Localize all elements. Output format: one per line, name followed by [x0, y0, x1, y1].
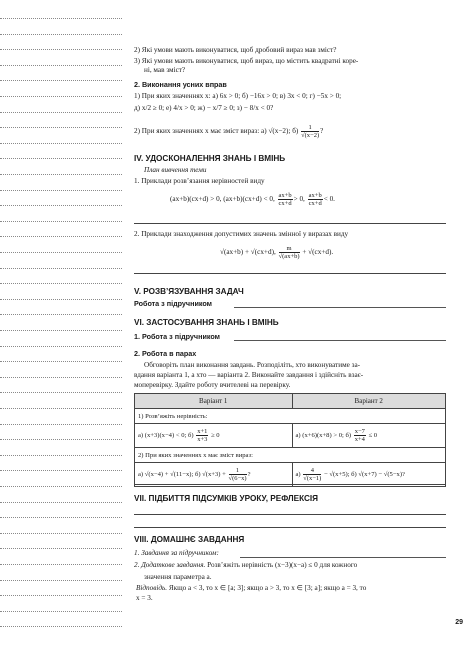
margin-ruled-line — [0, 595, 122, 596]
cell-end: − √(x+5); б) √(x+7) − √(5−x)? — [324, 471, 405, 479]
table-header-row — [135, 394, 446, 409]
answer-line[interactable] — [134, 527, 446, 528]
plan-item-1-formula — [170, 192, 335, 207]
homework-2-text: Розв’яжіть нерівність (x−3)(x−a) ≤ 0 для кожного — [207, 561, 358, 569]
margin-ruled-line — [0, 330, 122, 331]
margin-ruled-line — [0, 252, 122, 253]
margin-ruled-line — [0, 408, 122, 409]
fraction-denominator: x+4 — [354, 436, 365, 443]
answer-line[interactable] — [134, 514, 446, 515]
margin-ruled-line — [0, 112, 122, 113]
variant-2-task-2 — [292, 463, 446, 487]
plan-item-2: 2. Приклади знаходження допустимих значень змінної у виразах виду — [134, 230, 349, 238]
plan-item-2-formula — [220, 245, 333, 260]
margin-ruled-line — [0, 96, 122, 97]
section-8-title: VIII. ДОМАШНЄ ЗАВДАННЯ — [134, 535, 245, 544]
variant-2-task-1 — [292, 424, 446, 448]
formula-sum: √(ax+b) + √(cx+d), — [220, 248, 276, 257]
margin-ruled-line — [0, 143, 122, 144]
formula-fraction-1 — [278, 192, 293, 207]
margin-ruled-line — [0, 392, 122, 393]
margin-ruled-line — [0, 80, 122, 81]
homework-answer-line[interactable] — [240, 557, 446, 558]
cell-fraction — [196, 428, 208, 443]
item-zh-expr: x/7 ≥ 0; — [212, 104, 235, 112]
margin-ruled-line — [0, 221, 122, 222]
variant-1-task-2 — [135, 463, 293, 487]
cell-text: а) √(x−4) + √(11−x); б) √(x+3) + — [138, 471, 226, 479]
page-content — [134, 0, 446, 650]
margin-ruled-line — [0, 502, 122, 503]
fraction-denominator: √(6−x) — [228, 475, 247, 482]
variant-1-task-1 — [135, 424, 293, 448]
table-row — [135, 424, 446, 448]
homework-answer-line2: x = 3. — [136, 594, 153, 602]
question-3-line1: 3) Які умови мають виконуватися, щоб вираз, що містить квадратні коре- — [134, 57, 359, 65]
margin-ruled-line — [0, 268, 122, 269]
section-7-title: VII. ПІДБИТТЯ ПІДСУМКІВ УРОКУ, РЕФЛЕКСІЯ — [134, 494, 319, 503]
margin-ruled-line — [0, 439, 122, 440]
margin-ruled-line — [0, 424, 122, 425]
formula-tail: + √(cx+d). — [302, 248, 334, 257]
cell-fraction — [354, 428, 366, 443]
margin-ruled-line — [0, 283, 122, 284]
margin-ruled-line — [0, 611, 122, 612]
homework-2-line1 — [134, 561, 357, 570]
section-5-title: V. РОЗВ’ЯЗУВАННЯ ЗАДАЧ — [134, 287, 244, 296]
textbook-answer-line-2[interactable] — [234, 340, 446, 341]
margin-ruled-line — [0, 486, 122, 487]
item-zh: ж) − — [197, 104, 211, 112]
item-e-expr: 4/x > 0; — [173, 104, 196, 112]
variants-table — [134, 393, 446, 487]
margin-notes-area — [0, 0, 128, 650]
relation: < 0. — [323, 195, 335, 204]
margin-ruled-line — [0, 299, 122, 300]
margin-ruled-line — [0, 34, 122, 35]
fraction-numerator: 1 — [229, 467, 247, 475]
plan-label: План вивчення теми — [144, 166, 207, 174]
section-5-textbook: Робота з підручником — [134, 299, 212, 308]
oral-q2-text: 2) При яких значеннях x має зміст вираз: а) √(x−2); б) — [134, 127, 299, 136]
header-variant-2: Варіант 2 — [292, 394, 446, 409]
fraction-denominator: x+3 — [197, 436, 208, 443]
cell-text: а) (x+6)(x+8) > 0; б) — [295, 432, 352, 440]
margin-ruled-line — [0, 174, 122, 175]
oral-q2: 2) При яких значеннях x має зміст вираз: а) √(x−2); б) $\frac{1}{√(x-2)}$ ? — [134, 124, 324, 139]
fraction-numerator: m — [279, 245, 300, 253]
question-3-line2: ні, мав зміст? — [144, 66, 186, 74]
oral-q1-line2 — [134, 104, 273, 113]
fraction-numerator: ax+b — [308, 192, 322, 199]
question-2: 2) Які умови мають виконуватися, щоб дробовий вираз мав зміст? — [134, 46, 337, 54]
item-z: з) − — [236, 104, 248, 112]
margin-ruled-line — [0, 470, 122, 471]
margin-ruled-line — [0, 548, 122, 549]
oral-q1-line1: 1) При яких значеннях x: а) 6x > 0; б) −16x > 0; в) 3x < 0; г) −5x > 0; — [134, 92, 342, 100]
margin-ruled-line — [0, 564, 122, 565]
section-6-textbook: 1. Робота з підручником — [134, 332, 220, 341]
margin-ruled-line — [0, 533, 122, 534]
homework-2-label: 2. Додаткове завдання. — [134, 561, 206, 569]
relation: ≤ 0 — [368, 432, 378, 440]
formula-fraction — [279, 245, 300, 260]
page-number: 29 — [455, 619, 463, 626]
pairs-text-line1: Обговоріть план виконання завдань. Розподіліть, хто виконуватиме за- — [144, 361, 361, 369]
margin-ruled-line — [0, 361, 122, 362]
table-row — [135, 409, 446, 424]
item-z-expr: 8/x < 0? — [249, 104, 274, 112]
margin-ruled-line — [0, 236, 122, 237]
margin-ruled-line — [0, 580, 122, 581]
margin-ruled-line — [0, 65, 122, 66]
table-row — [135, 463, 446, 487]
homework-1: 1. Завдання за підручником: — [134, 549, 219, 557]
margin-ruled-line — [0, 158, 122, 159]
oral-exercises-heading: 2. Виконання усних вправ — [134, 80, 227, 89]
fraction-denominator: √(x−1) — [303, 475, 322, 482]
margin-ruled-line — [0, 314, 122, 315]
margin-ruled-line — [0, 127, 122, 128]
margin-ruled-line — [0, 190, 122, 191]
formula-fraction-2 — [308, 192, 323, 207]
homework-answer-line1 — [136, 584, 366, 593]
fraction-numerator: 4 — [303, 467, 321, 475]
divider — [134, 273, 446, 274]
fraction-numerator: ax+b — [278, 192, 292, 199]
margin-ruled-line — [0, 49, 122, 50]
margin-ruled-line — [0, 626, 122, 627]
formula-products: (ax+b)(cx+d) > 0, (ax+b)(cx+d) < 0, — [170, 195, 275, 204]
plan-item-1: 1. Приклади розв’язання нерівностей виду — [134, 177, 265, 185]
pairs-text-line2: вдання варіанта 1, а хто — варіанта 2. Виконайте завдання і здійсніть взає- — [134, 371, 364, 379]
header-variant-1: Варіант 1 — [135, 394, 293, 409]
cell-text: а) (x+3)(x−4) < 0; б) — [138, 432, 194, 440]
margin-ruled-line — [0, 377, 122, 378]
cell-end: ? — [247, 471, 251, 479]
task-2-label: 2) При яких значеннях x має зміст вираз: — [135, 448, 446, 463]
fraction-denominator: cx+d — [278, 200, 292, 207]
fraction-numerator: x−7 — [354, 428, 365, 435]
answer-label: Відповідь. — [136, 584, 168, 592]
answer-text: Якщо a < 3, то x ∈ [a; 3]; якщо a > 3, то x ∈ [3; a]; якщо a = 3, то — [168, 584, 367, 592]
item-d-expr: x/2 ≥ 0; — [141, 104, 165, 112]
item-e: е) — [165, 104, 172, 112]
margin-ruled-line — [0, 455, 122, 456]
relation: > 0, — [293, 195, 305, 204]
divider — [134, 484, 446, 485]
margin-ruled-line — [0, 346, 122, 347]
margin-ruled-line — [0, 18, 122, 19]
table-row — [135, 448, 446, 463]
textbook-answer-line[interactable] — [234, 307, 446, 308]
divider — [134, 223, 446, 224]
margin-ruled-line — [0, 517, 122, 518]
margin-ruled-line — [0, 205, 122, 206]
fraction-numerator: x+1 — [197, 428, 208, 435]
task-1-label: 1) Розв’яжіть нерівність: — [135, 409, 446, 424]
fraction-denominator: √(x−2) — [301, 132, 320, 139]
oral-q2-fraction — [301, 124, 319, 139]
pairs-text-line3: моперевірку. Здайте роботу вчителеві на перевірку. — [134, 381, 291, 389]
cell-fraction — [229, 467, 247, 482]
item-d: д) — [134, 104, 141, 112]
section-6-title: VI. ЗАСТОСУВАННЯ ЗНАНЬ І ВМІНЬ — [134, 318, 279, 327]
homework-2-line2: значення параметра a. — [144, 573, 212, 581]
fraction-numerator: 1 — [301, 124, 319, 132]
fraction-denominator: √(ax+b) — [278, 253, 300, 260]
section-4-title: IV. УДОСКОНАЛЕННЯ ЗНАНЬ І ВМІНЬ — [134, 154, 286, 163]
cell-text: а) — [295, 471, 301, 479]
fraction-denominator: cx+d — [308, 200, 322, 207]
section-6-pairs: 2. Робота в парах — [134, 349, 197, 358]
relation: ≥ 0 — [211, 432, 220, 440]
cell-fraction — [303, 467, 321, 482]
